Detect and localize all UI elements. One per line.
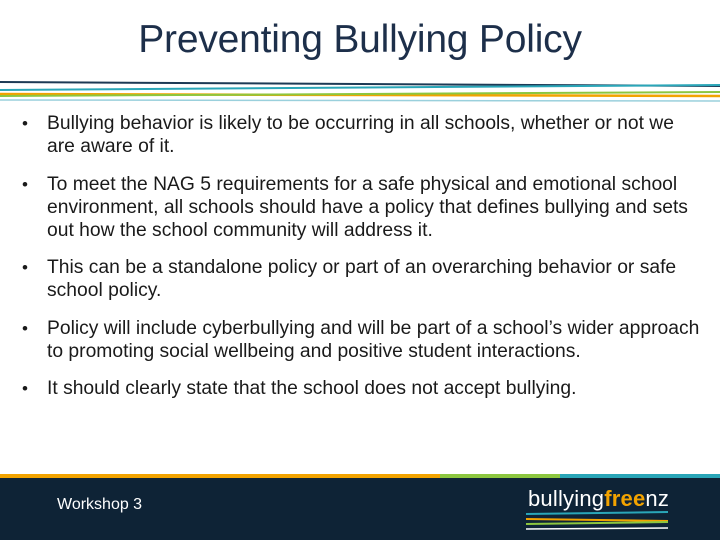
bullet-text: It should clearly state that the school does not accept bullying. bbox=[47, 378, 577, 399]
bullet-dot: • bbox=[22, 174, 28, 194]
brand-prefix: bullying bbox=[528, 486, 605, 511]
bullet-item bbox=[22, 112, 702, 158]
bullet-text: Policy will include cyberbullying and will be part of a school’s wider approach to promoting social wellbeing and positive student interactions. bbox=[47, 317, 700, 362]
bullet-dot: • bbox=[22, 379, 28, 398]
bullet-item bbox=[22, 173, 702, 242]
brand-suffix: nz bbox=[645, 486, 670, 511]
bullet-item bbox=[22, 256, 702, 302]
brand-free: free bbox=[604, 486, 646, 511]
bullet-dot: • bbox=[22, 258, 28, 277]
bullet-text: This can be a standalone policy or part of an overarching behavior or safe school policy. bbox=[47, 257, 677, 301]
workshop-label: Workshop 3 bbox=[57, 496, 143, 513]
bullet-text: To meet the NAG 5 requirements for a safe physical and emotional school environment, all schools should have a policy that defines bullying and sets out how the school community will address it. bbox=[47, 173, 688, 241]
bullet-dot: • bbox=[22, 114, 28, 133]
bullet-text: Bullying behavior is likely to be occurring in all schools, whether or not we are aware of it. bbox=[47, 113, 674, 157]
bullet-item bbox=[22, 317, 702, 363]
bullet-item bbox=[22, 377, 702, 400]
bullet-list bbox=[22, 112, 702, 415]
bullet-dot: • bbox=[22, 318, 28, 338]
logo-swoosh-icon bbox=[522, 508, 672, 532]
slide-title: Preventing Bullying Policy bbox=[138, 18, 582, 61]
decorative-lines bbox=[0, 76, 720, 106]
